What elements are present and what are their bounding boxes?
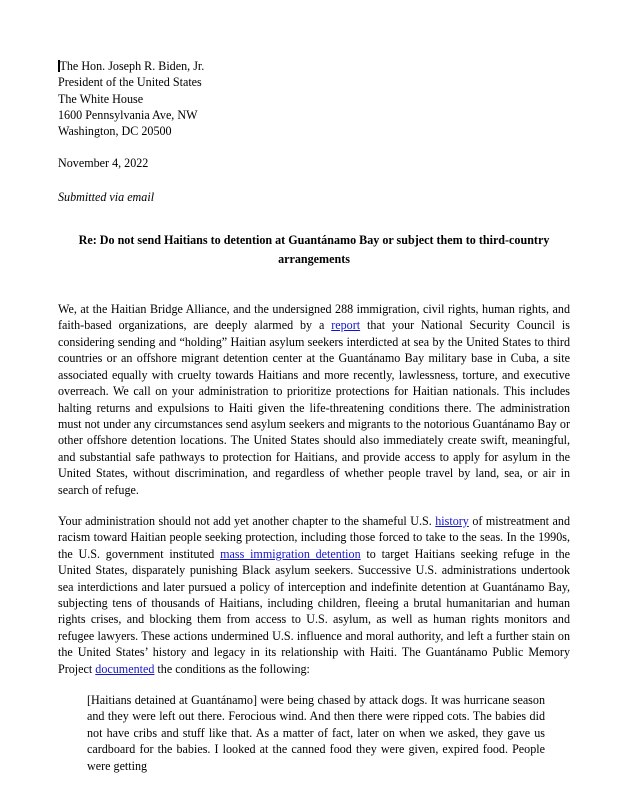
delivery-note: Submitted via email <box>58 189 155 204</box>
addressee-block <box>58 58 570 139</box>
paragraph-1-segment-1: We, at the Haitian Bridge Alliance, and the undersigned 288 immigration, civil rights, human rights, and faith-based organizations, are deeply alarmed by a <box>58 302 570 333</box>
report-link[interactable]: report <box>331 318 361 333</box>
body-paragraph-1 <box>58 301 570 498</box>
paragraph-2-segment-4: the conditions as the following: <box>154 661 310 676</box>
letter-body <box>58 301 570 774</box>
addressee-line-5: Washington, DC 20500 <box>58 124 172 139</box>
subject-heading-line-2: arrangements <box>278 252 350 267</box>
addressee-line-4: 1600 Pennsylvania Ave, NW <box>58 107 198 122</box>
history-link[interactable]: history <box>435 513 469 528</box>
mass-immigration-detention-link[interactable]: mass immigration detention <box>220 546 361 561</box>
addressee-line-1-text: The Hon. Joseph R. Biden, Jr. <box>59 59 205 73</box>
subject-heading-line-1: Re: Do not send Haitians to detention at Guantánamo Bay or subject them to third-country <box>78 233 550 248</box>
paragraph-2-segment-3: to target Haitians seeking refuge in the United States, disparately punishing Black asylum seekers. Successive U.S. administrations undertook sea interdictions and later pursued a policy of interception and indefinite detention at Guantánamo Bay, subjecting tens of thousands of Haitians, including children, fleeing a brutal humanitarian and human rights crises, and blocking them from access to U.S. asylum, as well as human rights monitors and refugee lawyers. These actions undermined U.S. influence and moral authority, and left a further stain on the United States’ history and legacy in its relationship with Haiti. The Guantánamo Public Memory Project <box>58 546 571 676</box>
paragraph-2-segment-2: of mistreatment and racism toward Haitian people seeking protection, including those forced to take to the seas. In the 1990s, the U.S. government instituted <box>58 513 570 561</box>
addressee-line-1 <box>58 58 570 74</box>
letter-date: November 4, 2022 <box>58 156 149 171</box>
documented-link[interactable]: documented <box>95 661 155 676</box>
body-paragraph-2 <box>58 513 570 677</box>
addressee-line-2: President of the United States <box>58 75 202 90</box>
addressee-line-3: The White House <box>58 91 144 106</box>
paragraph-2-segment-1: Your administration should not add yet another chapter to the shameful U.S. <box>58 513 436 528</box>
paragraph-1-segment-2: that your National Security Council is considering sending and “holding” Haitian asylum seekers interdicted at sea by the United States to third countries or an offshore migrant detention center at the Guantánamo Bay military base in Cuba, a site associated equally with cruelty towards Haitians and more recently, lawlessness, torture, and executive overreach. We call on your administration to prioritize protections for Haitian nationals. This includes halting returns and expulsions to Haiti given the life-threatening conditions there. The administration must not under any circumstances send asylum seekers and migrants to the notorious Guantánamo Bay or other offshore detention locations. The United States should also immediately create swift, meaningful, and substantial safe pathways to protection for Haitians, and provide access to apply for asylum in the United States, without discrimination, and regardless of whether people travel by land, sea, or air in search of refuge. <box>58 318 570 497</box>
subject-heading <box>58 231 570 269</box>
block-quote-1: [Haitians detained at Guantánamo] were being chased by attack dogs. It was hurricane season and they were left out there. Ferocious wind. And then there were ripped cots. The babies did not have cribs and stuff like that. As a matter of fact, later on when we asked, they gave us cardboard for the babies. I looked at the canned food they were given, expired food. People were getting <box>87 693 545 773</box>
